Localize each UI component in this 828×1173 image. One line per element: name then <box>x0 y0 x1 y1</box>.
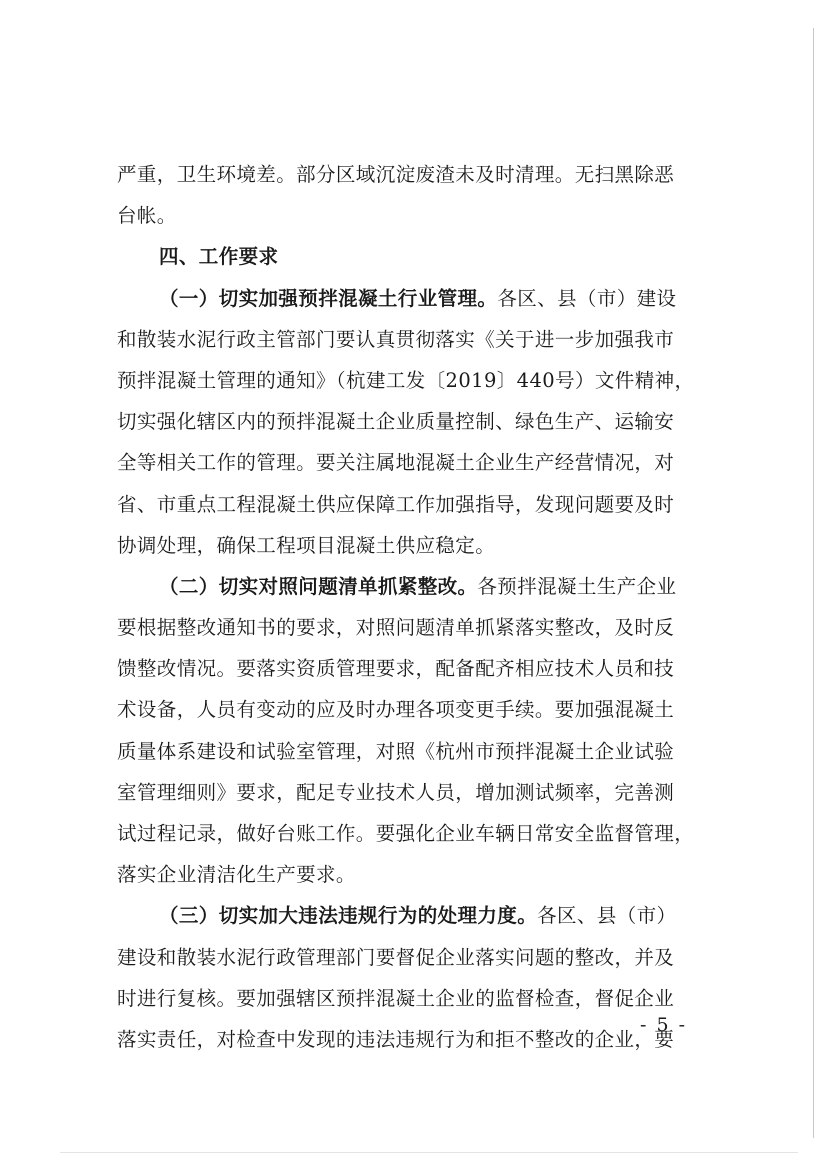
text-line: 馈整改情况。要落实资质管理要求，配备配齐相应技术人员和技 <box>117 657 675 681</box>
text-line: 省、市重点工程混凝土供应保障工作加强指导，发现问题要及时 <box>117 492 675 516</box>
document-body <box>117 154 713 1060</box>
text-line: 预拌混凝土管理的通知》（杭建工发〔2019〕440号）文件精神， <box>117 368 695 392</box>
text-line: 落实企业清洁化生产要求。 <box>117 863 356 887</box>
text-line: 台帐。 <box>117 204 177 228</box>
paragraph-text: 各区、县（市）建设 <box>497 286 677 310</box>
text-line: 时进行复核。要加强辖区预拌混凝土企业的监督检查，督促企业 <box>117 986 675 1010</box>
scan-edge-bottom <box>60 1152 798 1153</box>
section-heading: 四、工作要求 <box>159 245 279 269</box>
text-line: 要根据整改通知书的要求，对照问题清单抓紧落实整改，及时反 <box>117 616 675 640</box>
paragraph-first-line <box>117 566 713 607</box>
paragraph-text: 各预拌混凝土生产企业 <box>477 574 677 598</box>
text-line: 试过程记录，做好台账工作。要强化企业车辆日常安全监督管理， <box>117 822 695 845</box>
page-number: - 5 - <box>640 1014 688 1036</box>
text-line: 切实强化辖区内的预拌混凝土企业质量控制、绿色生产、运输安 <box>117 410 675 434</box>
paragraph-first-line <box>117 278 713 319</box>
paragraph-first-line <box>117 895 713 936</box>
paragraph-title: （二）切实对照问题清单抓紧整改。 <box>159 574 478 598</box>
paragraph-title: （一）切实加强预拌混凝土行业管理。 <box>159 286 498 310</box>
text-line: 室管理细则》要求，配足专业技术人员，增加测试频率，完善测 <box>117 780 675 804</box>
text-line: 和散装水泥行政主管部门要认真贯彻落实《关于进一步加强我市 <box>117 327 675 351</box>
text-line: 协调处理，确保工程项目混凝土供应稳定。 <box>117 533 496 557</box>
paragraph-title: （三）切实加大违法违规行为的处理力度。 <box>159 904 538 928</box>
text-line: 严重，卫生环境差。部分区域沉淀废渣未及时清理。无扫黑除恶 <box>117 163 675 186</box>
text-line: 质量体系建设和试验室管理，对照《杭州市预拌混凝土企业试验 <box>117 739 675 763</box>
text-line: 全等相关工作的管理。要关注属地混凝土企业生产经营情况，对 <box>117 451 675 475</box>
text-line: 术设备，人员有变动的应及时办理各项变更手续。要加强混凝土 <box>117 698 675 722</box>
text-line: 落实责任，对检查中发现的违法违规行为和拒不整改的企业，要 <box>117 1027 675 1051</box>
paragraph-text: 各区、县（市） <box>537 904 677 928</box>
scan-edge-right <box>813 28 814 1138</box>
text-line: 建设和散装水泥行政管理部门要督促企业落实问题的整改，并及 <box>117 945 675 969</box>
